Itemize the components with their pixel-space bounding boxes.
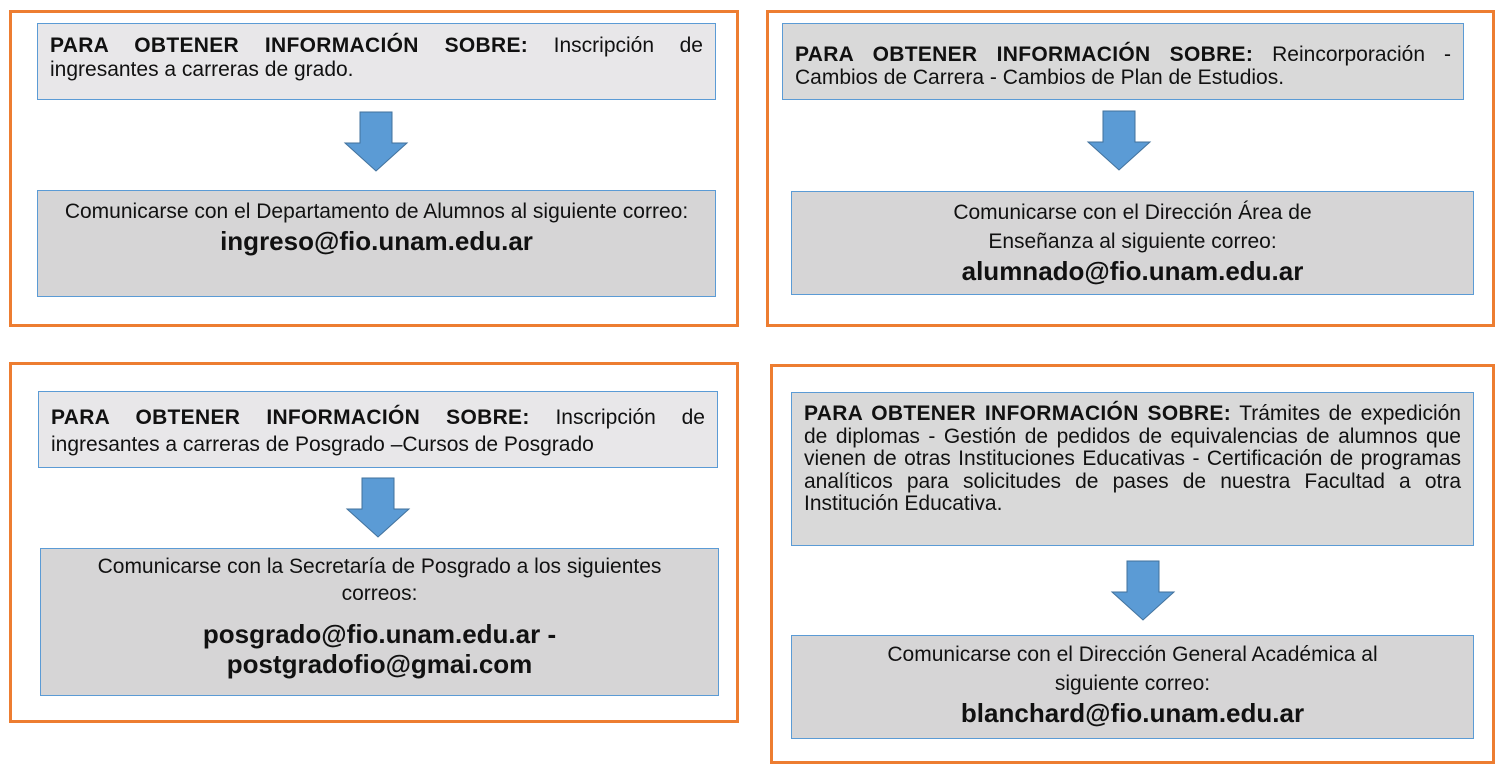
info-text <box>51 404 705 458</box>
down-arrow-icon <box>1110 560 1176 622</box>
down-arrow-icon <box>345 477 411 539</box>
contact-box <box>791 191 1474 295</box>
contact-email: blanchard@fio.unam.edu.ar <box>960 698 1305 728</box>
panel-reincorporacion <box>766 10 1495 327</box>
info-text <box>795 43 1451 89</box>
contact-email: posgrado@fio.unam.edu.ar - <box>202 619 557 649</box>
panel-grado <box>9 10 739 327</box>
down-arrow-icon <box>1086 110 1152 172</box>
down-arrow-icon <box>343 111 409 173</box>
info-lead: PARA OBTENER INFORMACIÓN SOBRE: <box>804 402 1231 425</box>
info-box <box>782 23 1464 100</box>
contact-email: alumnado@fio.unam.edu.ar <box>961 256 1304 286</box>
panel-posgrado <box>9 362 739 723</box>
contact-email: ingreso@fio.unam.edu.ar <box>220 226 533 256</box>
info-box <box>791 392 1474 546</box>
contact-text: Comunicarse con el Departamento de Alumnos al siguiente correo: <box>64 200 689 223</box>
info-text <box>50 34 703 82</box>
contact-box <box>791 635 1474 739</box>
info-box <box>37 23 716 100</box>
info-topic: Reincorporación - Cambios de Carrera - Cambios de Plan de Estudios. <box>795 43 1451 89</box>
contact-box <box>37 190 716 297</box>
info-topic: Trámites de expedición de diplomas - Gestión de pedidos de equivalencias de alumnos que vienen de otras Instituciones Educativas - Certificación de programas analíticos para solicitudes de pases de nuestra Facultad a otra Institución Educativa. <box>804 402 1461 515</box>
panel-diplomas <box>770 364 1495 764</box>
info-lead: PARA OBTENER INFORMACIÓN SOBRE: <box>51 406 530 429</box>
contact-text: Comunicarse con el Dirección General Académica al siguiente correo: <box>887 643 1378 695</box>
info-lead: PARA OBTENER INFORMACIÓN SOBRE: <box>50 34 529 57</box>
contact-box <box>40 548 719 696</box>
contact-email-2: postgradofio@gmai.com <box>226 649 533 679</box>
info-box <box>38 391 718 468</box>
info-lead: PARA OBTENER INFORMACIÓN SOBRE: <box>795 43 1254 66</box>
info-topic: Inscripción de ingresantes a carreras de grado. <box>50 34 703 81</box>
contact-text: Comunicarse con la Secretaría de Posgrado a los siguientes correos: <box>97 555 662 605</box>
info-text <box>804 403 1461 516</box>
info-topic: Inscripción de ingresantes a carreras de Posgrado –Cursos de Posgrado <box>51 406 705 456</box>
contact-text: Comunicarse con el Dirección Área de Enseñanza al siguiente correo: <box>953 201 1312 253</box>
